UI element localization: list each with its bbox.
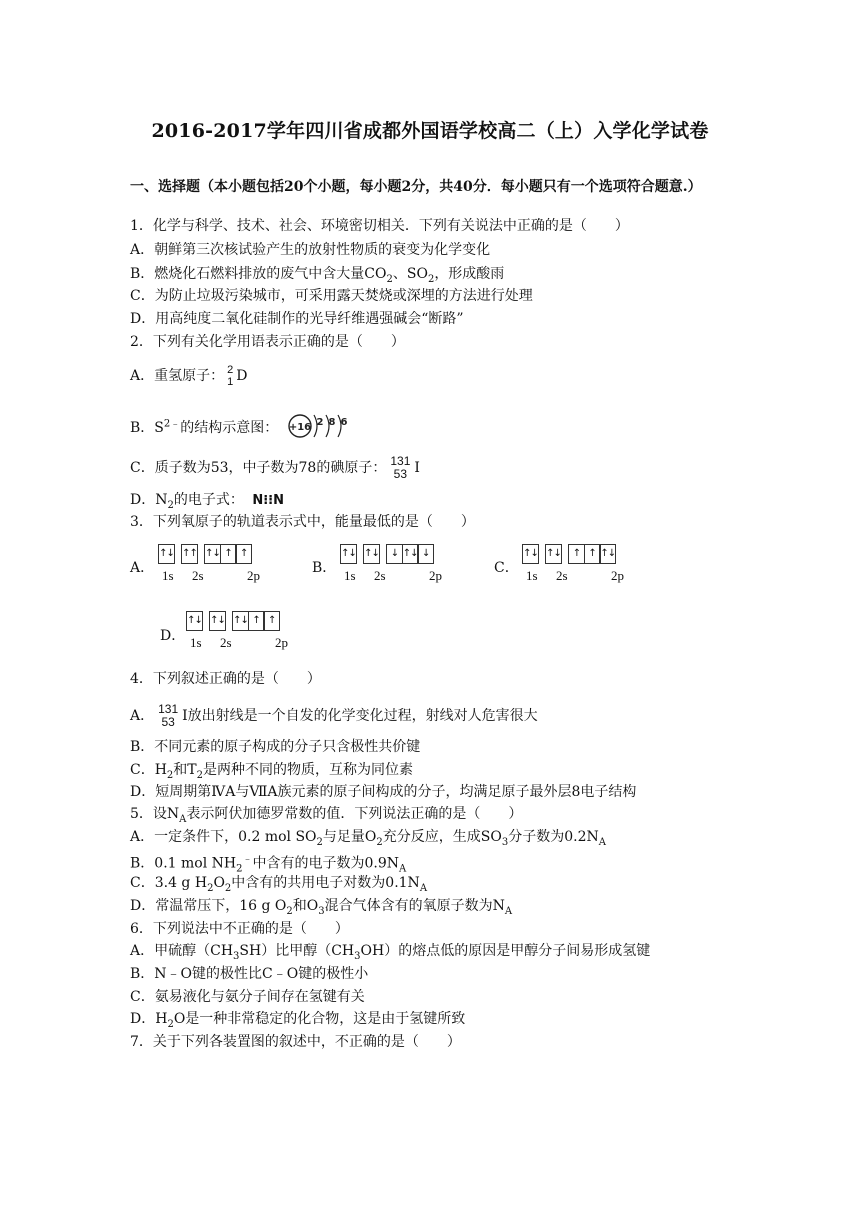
orbital-2p-box: ↑ [220,544,237,564]
q4-option-b: B．不同元素的原子构成的分子只含极性共价键 [130,739,421,755]
orbital-2p-box: ↑↓ [232,611,249,631]
orbital-2p-box: ↓ [386,544,403,564]
iodine-nuclide: 131 53 [158,702,179,729]
q3-stem: 3．下列氧原子的轨道表示式中，能量最低的是（ ） [130,514,475,530]
q2-option-a: A．重氢原子： 2 1 D [130,364,248,388]
q1-stem: 1．化学与科学、技术、社会、环境密切相关．下列有关说法中正确的是（ ） [130,218,629,234]
label-2s: 2s [374,568,386,583]
q2-stem: 2．下列有关化学用语表示正确的是（ ） [130,334,405,350]
orbital-2p-box: ↑ [235,544,252,564]
label-2p: 2p [275,635,288,650]
orbital-2p-box: ↓ [417,544,434,564]
orbital-1s-box: ↑↓ [340,544,357,564]
label-1s: 1s [162,568,174,583]
q2-option-c: C．质子数为53，中子数为78的碘原子： 131 53 I [130,454,420,481]
orbital-2s-box: ↑↓ [545,544,562,564]
q1-option-b: B．燃烧化石燃料排放的废气中含大量$CO_2$、$SO_2$，形成酸雨 [130,266,505,285]
q3-option-d-orbital-diagram [186,611,288,650]
label-2p: 2p [611,568,624,583]
label-2s: 2s [556,568,568,583]
orbital-1s-box: ↑↓ [158,544,175,564]
iodine-nuclide: 131 53 [390,454,411,481]
q4-option-d: D．短周期第ⅣA与ⅦA族元素的原子间构成的分子，均满足原子最外层8电子结构 [130,784,637,800]
q3-option-b-orbital-diagram [340,544,442,583]
q3-option-b-label: B． [312,560,337,576]
q3-option-d-label: D． [160,628,186,644]
orbital-2p-box: ↑ [584,544,601,564]
nucleus-charge: +16 [288,422,311,433]
label-2s: 2s [220,635,232,650]
orbital-1s-box: ↑↓ [522,544,539,564]
orbital-1s-box: ↑↓ [186,611,203,631]
shell-2-count: 8 [328,417,336,428]
orbital-2p-box: ↑↓ [599,544,616,564]
label-1s: 1s [190,635,202,650]
q2-option-b: B．$S^{2﹣}$的结构示意图： +16 2 8 6 [130,410,357,442]
q6-option-d: D．$H_2O$是一种非常稳定的化合物，这是由于氢键所致 [130,1011,466,1030]
q4-option-c: C．$H_2$和$T_2$是两种不同的物质，互称为同位素 [130,762,414,781]
q6-option-a: A．甲硫醇$(CH_3SH)$比甲醇$(CH_3OH)$的熔点低的原因是甲醇分子间易形成氢键 [130,943,651,962]
q1-option-c: C．为防止垃圾污染城市，可采用露天焚烧或深埋的方法进行处理 [130,288,533,304]
orbital-2s-box: ↑↓ [363,544,380,564]
q3-option-a-label: A． [130,560,155,576]
q6-option-b: B．N﹣O键的极性比C﹣O键的极性小 [130,966,369,982]
q6-option-c: C．氨易液化与氨分子间存在氢键有关 [130,989,365,1005]
q3-option-c-orbital-diagram [522,544,624,583]
q4-stem: 4．下列叙述正确的是（ ） [130,671,321,687]
orbital-2p-box: ↑ [248,611,265,631]
orbital-2p-box: ↑ [263,611,280,631]
q3-option-a-orbital-diagram [158,544,260,583]
orbital-2s-box: ↑↑ [181,544,198,564]
q4-option-a: A． 131 53 I放出射线是一个自发的化学变化过程，射线对人危害很大 [130,702,538,729]
q2-option-d: D．$N_2$的电子式： N⁝⁝N [130,492,284,511]
q7-stem: 7．关于下列各装置图的叙述中，不正确的是（ ） [130,1034,461,1050]
orbital-2p-box: ↑↓ [402,544,419,564]
q5-stem: 5．设$N_A$表示阿伏加德罗常数的值．下列说法正确的是（ ） [130,806,523,825]
orbital-2p-box: ↑ [568,544,585,564]
q5-option-d: D．常温常压下，16 g $O_2$和$O_3$混合气体含有的氧原子数为$N_A$ [130,898,513,917]
orbital-2s-box: ↑↓ [209,611,226,631]
q3-option-c-label: C． [494,560,519,576]
q5-option-b: B．0.1 mol $NH_2^﹣$中含有的电子数为$0.9N_A$ [130,854,407,875]
label-1s: 1s [526,568,538,583]
q1-option-d: D．用高纯度二氧化硅制作的光导纤维遇强碱会“断路” [130,311,464,327]
page-title: 2016-2017学年四川省成都外国语学校高二（上）入学化学试卷 [151,120,709,142]
label-2s: 2s [192,568,204,583]
nitrogen-electron-formula: N⁝⁝N [252,493,284,508]
deuterium-nuclide: 2 1 [227,364,234,388]
shell-1-count: 2 [316,417,324,428]
label-2p: 2p [429,568,442,583]
label-1s: 1s [344,568,356,583]
shell-3-count: 6 [340,417,348,428]
q6-stem: 6．下列说法中不正确的是（ ） [130,921,349,937]
q1-option-a: A．朝鲜第三次核试验产生的放射性物质的衰变为化学变化 [130,242,491,258]
orbital-2p-box: ↑↓ [204,544,221,564]
label-2p: 2p [247,568,260,583]
section-heading: 一、选择题（本小题包括20个小题，每小题2分，共40分．每小题只有一个选项符合题意.） [130,179,702,195]
q5-option-c: C．3.4 g $H_2O_2$中含有的共用电子对数为$0.1N_A$ [130,875,428,894]
q5-option-a: A．一定条件下，0.2 mol $SO_2$与足量$O_2$充分反应，生成$SO_3$分子数为$0.2N_A$ [130,829,606,848]
sulfide-ion-structure-diagram [287,410,357,442]
